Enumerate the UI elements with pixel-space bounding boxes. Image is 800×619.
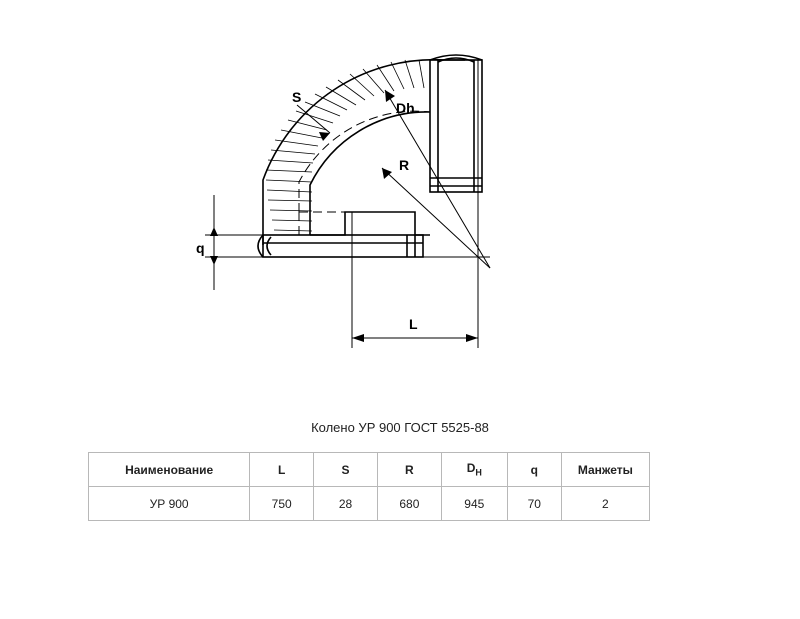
header-dh-main: D xyxy=(466,461,476,476)
cell-cuffs: 2 xyxy=(561,487,649,521)
header-dh xyxy=(441,453,507,487)
header-l: L xyxy=(250,453,314,487)
label-dh: Dh xyxy=(396,100,415,116)
specification-table xyxy=(88,452,650,521)
figure-caption: Колено УР 900 ГОСТ 5525-88 xyxy=(311,420,489,435)
header-s: S xyxy=(314,453,378,487)
socket-ends xyxy=(258,55,482,257)
cell-l: 750 xyxy=(250,487,314,521)
header-r: R xyxy=(377,453,441,487)
cell-name: УР 900 xyxy=(89,487,250,521)
dimension-l xyxy=(352,60,478,348)
cell-q: 70 xyxy=(507,487,561,521)
header-cuffs: Манжеты xyxy=(561,453,649,487)
hidden-lines xyxy=(299,111,430,235)
wall-hatching xyxy=(266,60,424,231)
label-r: R xyxy=(399,157,410,173)
table-row xyxy=(89,487,650,521)
cell-s: 28 xyxy=(314,487,378,521)
label-q: q xyxy=(196,240,205,256)
specification-table-wrapper xyxy=(88,452,650,521)
header-name: Наименование xyxy=(89,453,250,487)
table-header-row xyxy=(89,453,650,487)
label-l: L xyxy=(409,316,418,332)
label-s: S xyxy=(292,89,302,105)
header-q: q xyxy=(507,453,561,487)
cell-dh: 945 xyxy=(441,487,507,521)
header-dh-sub: Н xyxy=(475,467,482,478)
cell-r: 680 xyxy=(377,487,441,521)
